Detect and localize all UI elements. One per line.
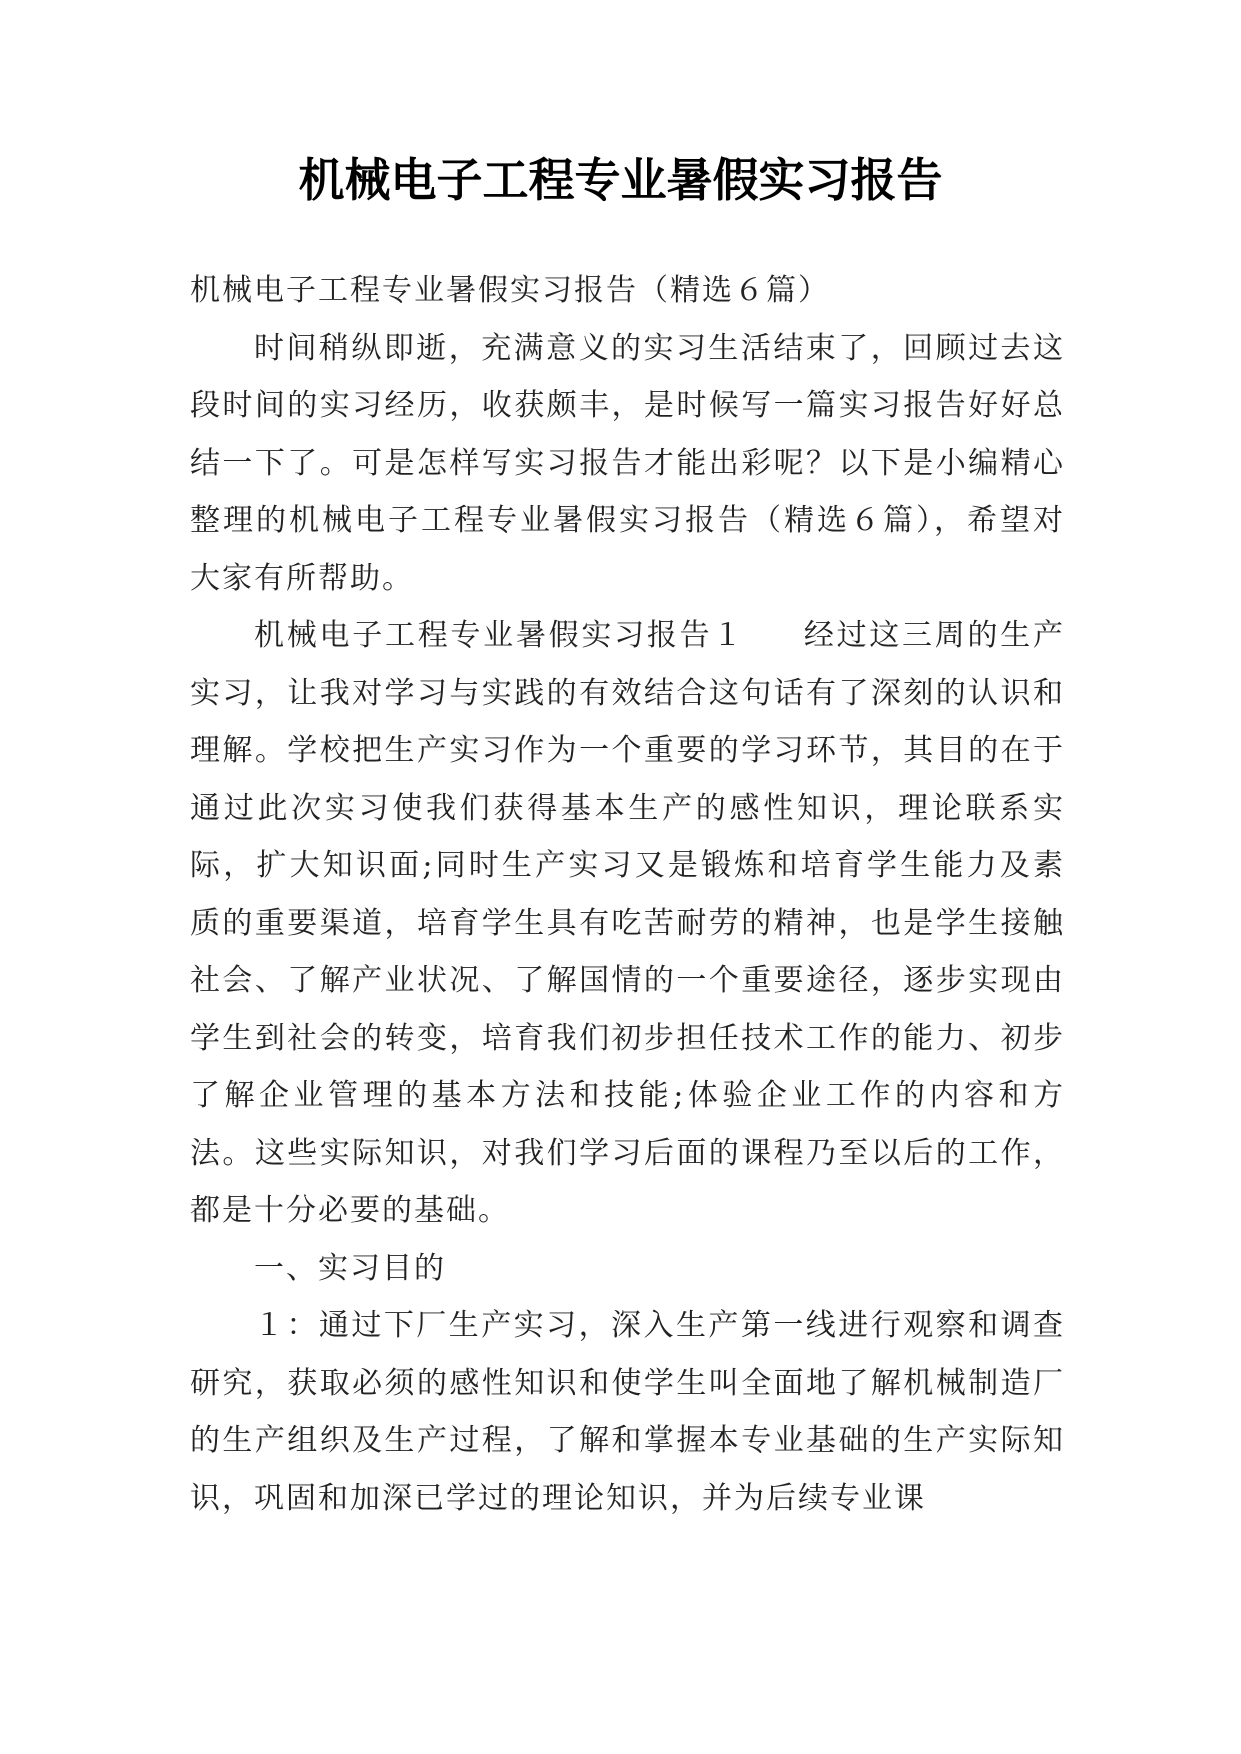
purpose-item-1: １：通过下厂生产实习，深入生产第一线进行观察和调查研究，获取必须的感性知识和使学生叫全面地了解机械制造厂的生产组织及生产过程，了解和掌握本专业基础的生产实际知识，巩固和加深已学过的理论知识，并为后续专业课 [190,1308,1065,1516]
purpose-heading: 一、实习目的 [254,1250,446,1286]
intro-paragraph: 时间稍纵即逝，充满意义的实习生活结束了，回顾过去这段时间的实习经历，收获颇丰，是时候写一篇实习报告好好总结一下了。可是怎样写实习报告才能出彩呢？以下是小编精心整理的机械电子工程专业暑假实习报告（精选６篇），希望对大家有所帮助。 [190,330,1065,596]
section1-paragraph [190,607,1065,1240]
section1-heading: 机械电子工程专业暑假实习报告１ [254,618,746,653]
subtitle-paragraph: 机械电子工程专业暑假实习报告（精选６篇） [190,273,830,308]
document-body [190,262,1065,1527]
document-title: 机械电子工程专业暑假实习报告 [298,153,943,207]
section1-body: 经过这三周的生产实习，让我对学习与实践的有效结合这句话有了深刻的认识和理解。学校把生产实习作为一个重要的学习环节，其目的在于通过此次实习使我们获得基本生产的感性知识，理论联系实际，扩大知识面;同时生产实习又是锻炼和培育学生能力及素质的重要渠道，培育学生具有吃苦耐劳的精神，也是学生接触社会、了解产业状况、了解国情的一个重要途径，逐步实现由学生到社会的转变，培育我们初步担任技术工作的能力、初步了解企业管理的基本方法和技能;体验企业工作的内容和方法。这些实际知识，对我们学习后面的课程乃至以后的工作，都是十分必要的基础。 [190,618,1066,1228]
